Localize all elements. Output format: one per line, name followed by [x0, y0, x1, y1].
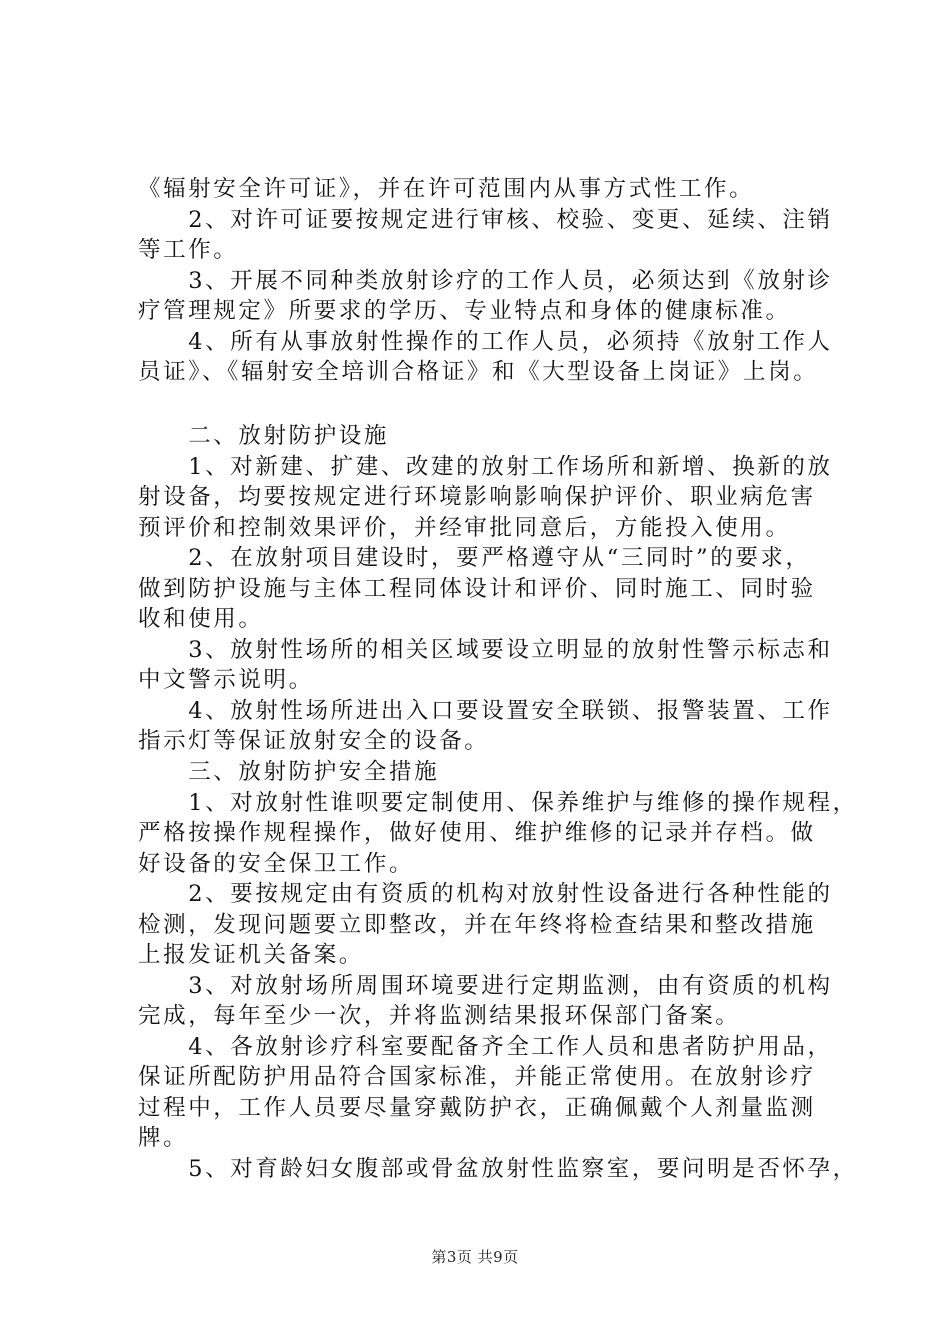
text-line: 严格按操作规程操作，做好使用、维护维修的记录并存档。做	[138, 820, 816, 846]
text-line: 指示灯等保证放射安全的设备。	[138, 728, 490, 754]
text-line: 2、要按规定由有资质的机构对放射性设备进行各种性能的	[138, 881, 833, 907]
text-line: 收和使用。	[138, 606, 264, 632]
text-line: 检测，发现问题要立即整改，并在年终将检查结果和整改措施	[138, 912, 816, 938]
text-line: 射设备，均要按规定进行环境影响影响保护评价、职业病危害	[138, 484, 816, 510]
text-line: 中文警示说明。	[138, 667, 314, 693]
text-line: 等工作。	[138, 237, 239, 263]
text-line: 预评价和控制效果评价，并经审批同意后，方能投入使用。	[138, 515, 791, 541]
page-footer: 第3页 共9页	[431, 1248, 519, 1266]
text-line: 2、对许可证要按规定进行审核、校验、变更、延续、注销	[138, 207, 833, 233]
text-line: 牌。	[138, 1125, 189, 1151]
section-heading: 三、放射防护安全措施	[138, 759, 440, 785]
text-line: 完成，每年至少一次，并将监测结果报环保部门备案。	[138, 1003, 741, 1029]
text-line: 3、对放射场所周围环境要进行定期监测，由有资质的机构	[138, 973, 833, 999]
text-line: 好设备的安全保卫工作。	[138, 851, 415, 877]
text-line: 4、各放射诊疗科室要配备齐全工作人员和患者防护用品，	[138, 1034, 833, 1060]
text-line: 保证所配防护用品符合国家标准，并能正常使用。在放射诊疗	[138, 1064, 816, 1090]
text-line: 过程中，工作人员要尽量穿戴防护衣，正确佩戴个人剂量监测	[138, 1095, 816, 1121]
text-line: 3、开展不同种类放射诊疗的工作人员，必须达到《放射诊	[138, 268, 833, 294]
text-line: 做到防护设施与主体工程同体设计和评价、同时施工、同时验	[138, 576, 816, 602]
text-line: 员证》、《辐射安全培训合格证》和《大型设备上岗证》上岗。	[138, 359, 819, 385]
text-line: 4、所有从事放射性操作的工作人员，必须持《放射工作人	[138, 329, 833, 355]
text-line: 疗管理规定》所要求的学历、专业特点和身体的健康标准。	[138, 298, 791, 324]
text-line: 1、对放射性谁呗要定制使用、保养维护与维修的操作规程，	[138, 790, 858, 816]
text-line: 2、在放射项目建设时，要严格遵守从“三同时”的要求，	[138, 545, 811, 571]
section-heading: 二、放射防护设施	[138, 423, 390, 449]
text-line: 《辐射安全许可证》，并在许可范围内从事方式性工作。	[138, 176, 755, 202]
text-line: 3、放射性场所的相关区域要设立明显的放射性警示标志和	[138, 637, 833, 663]
text-line: 5、对育龄妇女腹部或骨盆放射性监察室，要问明是否怀孕，	[138, 1156, 858, 1182]
text-line: 上报发证机关备案。	[138, 942, 364, 968]
text-line: 4、放射性场所进出入口要设置安全联锁、报警装置、工作	[138, 698, 833, 724]
text-line: 1、对新建、扩建、改建的放射工作场所和新增、换新的放	[138, 454, 833, 480]
